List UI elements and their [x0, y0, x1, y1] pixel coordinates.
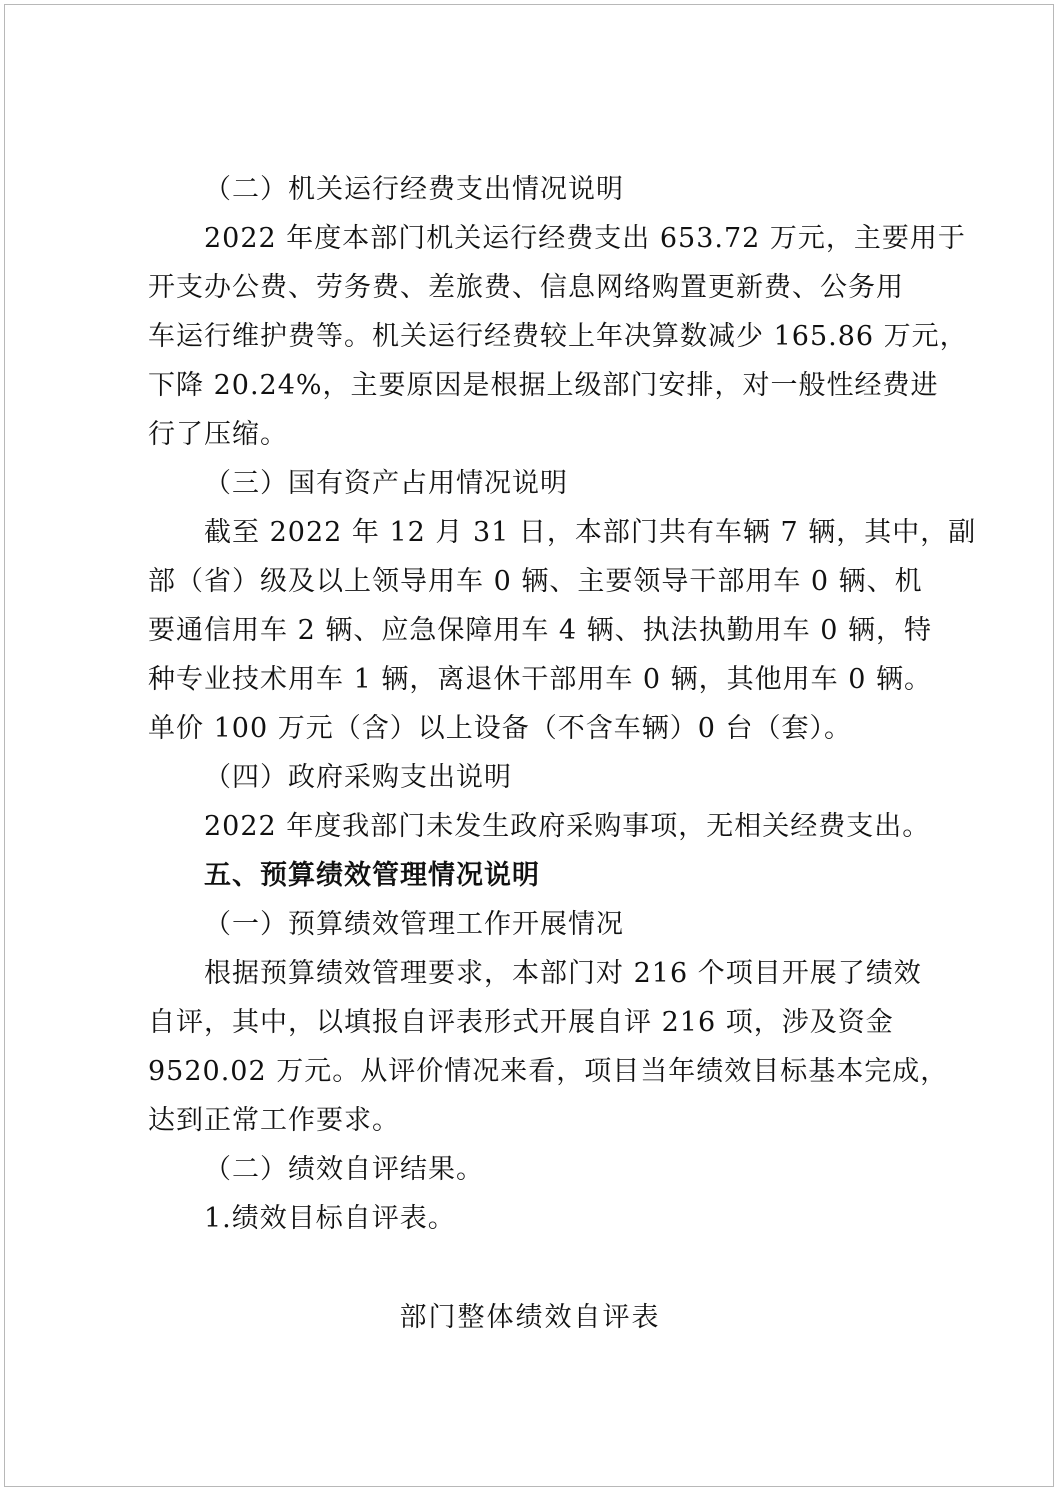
subsection-heading-1: （一）预算绩效管理工作开展情况	[204, 909, 624, 940]
paragraph-line: 单价 100 万元（含）以上设备（不含车辆）0 台（套）。	[148, 713, 852, 744]
paragraph-line: 车运行维护费等。机关运行经费较上年决算数减少 165.86 万元，	[148, 321, 968, 352]
paragraph-line: 1.绩效目标自评表。	[204, 1203, 456, 1234]
paragraph-line: 开支办公费、劳务费、差旅费、信息网络购置更新费、公务用	[148, 272, 904, 303]
paragraph-line: 行了压缩。	[148, 419, 288, 450]
subsection-heading-2: （二）绩效自评结果。	[204, 1154, 484, 1185]
paragraph-line: 部（省）级及以上领导用车 0 辆、主要领导干部用车 0 辆、机	[148, 566, 923, 597]
paragraph-line: 2022 年度本部门机关运行经费支出 653.72 万元，主要用于	[204, 223, 966, 254]
paragraph-line: 自评，其中，以填报自评表形式开展自评 216 项，涉及资金	[148, 1007, 894, 1038]
paragraph-line: 要通信用车 2 辆、应急保障用车 4 辆、执法执勤用车 0 辆，特	[148, 615, 933, 646]
paragraph-line: 9520.02 万元。从评价情况来看，项目当年绩效目标基本完成，	[148, 1056, 949, 1087]
chapter-heading: 五、预算绩效管理情况说明	[204, 860, 540, 891]
paragraph-line: 达到正常工作要求。	[148, 1105, 400, 1136]
paragraph-line: 下降 20.24%，主要原因是根据上级部门安排，对一般性经费进	[148, 370, 939, 401]
section-heading-4: （四）政府采购支出说明	[204, 762, 512, 793]
paragraph-line: 根据预算绩效管理要求，本部门对 216 个项目开展了绩效	[204, 958, 922, 989]
paragraph-line: 种专业技术用车 1 辆，离退休干部用车 0 辆，其他用车 0 辆。	[148, 664, 933, 695]
paragraph-line: 截至 2022 年 12 月 31 日，本部门共有车辆 7 辆，其中，副	[204, 517, 977, 548]
section-heading-2: （二）机关运行经费支出情况说明	[204, 174, 624, 205]
document-body	[148, 165, 977, 1243]
paragraph-line: 2022 年度我部门未发生政府采购事项，无相关经费支出。	[204, 811, 931, 842]
section-heading-3: （三）国有资产占用情况说明	[204, 468, 568, 499]
table-title: 部门整体绩效自评表	[399, 1302, 661, 1333]
